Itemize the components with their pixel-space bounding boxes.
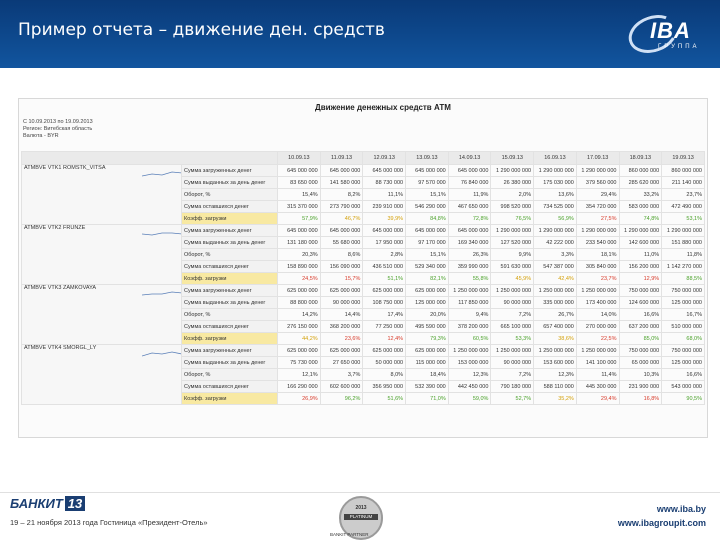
value-cell: 657 400 000 — [534, 321, 577, 333]
value-cell: 79,3% — [406, 333, 449, 345]
value-cell: 750 000 000 — [662, 345, 705, 357]
value-cell: 645 000 000 — [320, 165, 363, 177]
value-cell: 16,8% — [619, 393, 662, 405]
value-cell: 1 290 000 000 — [491, 225, 534, 237]
value-cell: 305 840 000 — [576, 261, 619, 273]
value-cell: 1 250 000 000 — [491, 285, 534, 297]
value-cell: 637 200 000 — [619, 321, 662, 333]
value-cell: 14,0% — [576, 309, 619, 321]
metric-label: Сумма выданных за день денег — [182, 237, 278, 249]
value-cell: 645 000 000 — [406, 165, 449, 177]
value-cell: 12,4% — [363, 333, 406, 345]
atm-cell — [22, 165, 182, 225]
value-cell: 750 000 000 — [619, 345, 662, 357]
value-cell: 1 290 000 000 — [576, 225, 619, 237]
atm-name: ATMBVE VTK2 FRUNZE — [24, 225, 86, 231]
value-cell: 27,5% — [576, 213, 619, 225]
value-cell: 124 600 000 — [619, 297, 662, 309]
value-cell: 445 300 000 — [576, 381, 619, 393]
value-cell: 90,5% — [662, 393, 705, 405]
value-cell: 29,4% — [576, 393, 619, 405]
value-cell: 56,9% — [534, 213, 577, 225]
value-cell: 1 250 000 000 — [534, 285, 577, 297]
table-row — [22, 165, 705, 177]
value-cell: 125 000 000 — [662, 297, 705, 309]
atm-name: ATMBVE VTK1 ROMSTK_VITSA — [24, 165, 106, 171]
value-cell: 510 000 000 — [662, 321, 705, 333]
metric-label: Коэфф. загрузки — [182, 333, 278, 345]
value-cell: 115 000 000 — [406, 357, 449, 369]
table-row — [22, 345, 705, 357]
value-cell: 231 900 000 — [619, 381, 662, 393]
value-cell: 546 290 000 — [406, 201, 449, 213]
value-cell: 60,5% — [448, 333, 491, 345]
value-cell: 85,0% — [619, 333, 662, 345]
metric-label: Коэфф. загрузки — [182, 273, 278, 285]
report-meta — [23, 119, 93, 140]
value-cell: 591 630 000 — [491, 261, 534, 273]
value-cell: 127 520 000 — [491, 237, 534, 249]
value-cell: 645 000 000 — [320, 225, 363, 237]
value-cell: 141 100 000 — [576, 357, 619, 369]
value-cell: 50 000 000 — [363, 357, 406, 369]
value-cell: 442 450 000 — [448, 381, 491, 393]
value-cell: 8,6% — [320, 249, 363, 261]
value-cell: 625 000 000 — [320, 345, 363, 357]
date-header: 16.09.13 — [534, 152, 577, 165]
value-cell: 131 180 000 — [278, 237, 321, 249]
value-cell: 645 000 000 — [448, 165, 491, 177]
metric-label: Сумма оставшихся денег — [182, 201, 278, 213]
value-cell: 645 000 000 — [363, 165, 406, 177]
sparkline-icon — [142, 348, 182, 358]
value-cell: 750 000 000 — [662, 285, 705, 297]
header-blank — [22, 152, 278, 165]
value-cell: 1 250 000 000 — [534, 345, 577, 357]
value-cell: 169 340 000 — [448, 237, 491, 249]
table-row — [22, 225, 705, 237]
atm-name: ATMBVE VTK4 SMORGL_LY — [24, 345, 97, 351]
value-cell: 18,4% — [406, 369, 449, 381]
value-cell: 141 580 000 — [320, 177, 363, 189]
value-cell: 1 290 000 000 — [491, 165, 534, 177]
sparkline-icon — [142, 288, 182, 298]
value-cell: 1 142 270 000 — [662, 261, 705, 273]
metric-label: Оборот, % — [182, 249, 278, 261]
value-cell: 532 390 000 — [406, 381, 449, 393]
value-cell: 211 140 000 — [662, 177, 705, 189]
value-cell: 117 850 000 — [448, 297, 491, 309]
value-cell: 72,8% — [448, 213, 491, 225]
value-cell: 156 090 000 — [320, 261, 363, 273]
value-cell: 18,1% — [576, 249, 619, 261]
value-cell: 42 222 000 — [534, 237, 577, 249]
metric-label: Сумма загруженных денег — [182, 165, 278, 177]
value-cell: 88 800 000 — [278, 297, 321, 309]
value-cell: 1 290 000 000 — [619, 225, 662, 237]
atm-name: ATMBVE VTK3 ZAMKOVAYA — [24, 285, 97, 291]
report-meta-line: Валюта - BYR — [23, 133, 59, 139]
value-cell: 625 000 000 — [278, 285, 321, 297]
value-cell: 15,4% — [278, 189, 321, 201]
bankit-year: 13 — [65, 496, 85, 511]
value-cell: 23,6% — [320, 333, 363, 345]
value-cell: 273 790 000 — [320, 201, 363, 213]
value-cell: 583 000 000 — [619, 201, 662, 213]
metric-label: Коэфф. загрузки — [182, 213, 278, 225]
value-cell: 436 510 000 — [363, 261, 406, 273]
value-cell: 270 000 000 — [576, 321, 619, 333]
atm-cell — [22, 345, 182, 405]
slide-header — [0, 0, 720, 68]
value-cell: 108 750 000 — [363, 297, 406, 309]
value-cell: 45,9% — [491, 273, 534, 285]
value-cell: 645 000 000 — [278, 225, 321, 237]
report-meta-line: С 10.09.2013 по 19.09.2013 — [23, 119, 93, 125]
value-cell: 645 000 000 — [406, 225, 449, 237]
value-cell: 588 110 000 — [534, 381, 577, 393]
value-cell: 625 000 000 — [320, 285, 363, 297]
sparkline-icon — [142, 228, 182, 238]
badge-caption: BANKIT PARTNER — [330, 532, 369, 537]
value-cell: 29,4% — [576, 189, 619, 201]
value-cell: 602 600 000 — [320, 381, 363, 393]
value-cell: 26 380 000 — [491, 177, 534, 189]
value-cell: 2,0% — [491, 189, 534, 201]
value-cell: 354 720 000 — [576, 201, 619, 213]
value-cell: 38,6% — [534, 333, 577, 345]
value-cell: 11,0% — [619, 249, 662, 261]
value-cell: 173 400 000 — [576, 297, 619, 309]
date-header: 19.09.13 — [662, 152, 705, 165]
metric-label: Оборот, % — [182, 189, 278, 201]
value-cell: 46,7% — [320, 213, 363, 225]
report-meta-line: Регион: Витебская область — [23, 126, 93, 132]
value-cell: 335 000 000 — [534, 297, 577, 309]
value-cell: 97 170 000 — [406, 237, 449, 249]
date-header: 14.09.13 — [448, 152, 491, 165]
value-cell: 472 490 000 — [662, 201, 705, 213]
metric-label: Сумма выданных за день денег — [182, 177, 278, 189]
link-ibagroupit[interactable]: www.ibagroupit.com — [617, 518, 706, 528]
value-cell: 3,3% — [534, 249, 577, 261]
value-cell: 17,4% — [363, 309, 406, 321]
metric-label: Сумма выданных за день денег — [182, 357, 278, 369]
value-cell: 1 290 000 000 — [534, 225, 577, 237]
value-cell: 625 000 000 — [363, 285, 406, 297]
value-cell: 276 150 000 — [278, 321, 321, 333]
value-cell: 142 600 000 — [619, 237, 662, 249]
value-cell: 55 680 000 — [320, 237, 363, 249]
atm-cell — [22, 285, 182, 345]
value-cell: 125 000 000 — [662, 357, 705, 369]
metric-label: Сумма оставшихся денег — [182, 321, 278, 333]
value-cell: 645 000 000 — [448, 225, 491, 237]
value-cell: 11,8% — [662, 249, 705, 261]
value-cell: 8,2% — [320, 189, 363, 201]
value-cell: 153 600 000 — [534, 357, 577, 369]
date-header: 17.09.13 — [576, 152, 619, 165]
value-cell: 23,7% — [576, 273, 619, 285]
value-cell: 529 340 000 — [406, 261, 449, 273]
value-cell: 495 590 000 — [406, 321, 449, 333]
value-cell: 543 000 000 — [662, 381, 705, 393]
value-cell: 14,4% — [320, 309, 363, 321]
value-cell: 76 840 000 — [448, 177, 491, 189]
value-cell: 9,4% — [448, 309, 491, 321]
value-cell: 645 000 000 — [363, 225, 406, 237]
value-cell: 20,0% — [406, 309, 449, 321]
date-header: 11.09.13 — [320, 152, 363, 165]
value-cell: 368 200 000 — [320, 321, 363, 333]
value-cell: 90 000 000 — [491, 357, 534, 369]
value-cell: 51,6% — [363, 393, 406, 405]
value-cell: 1 250 000 000 — [576, 285, 619, 297]
report-panel — [18, 98, 708, 438]
value-cell: 71,0% — [406, 393, 449, 405]
value-cell: 65 000 000 — [619, 357, 662, 369]
value-cell: 175 030 000 — [534, 177, 577, 189]
value-cell: 645 000 000 — [278, 165, 321, 177]
badge-year: 2013 — [355, 505, 367, 511]
value-cell: 59,0% — [448, 393, 491, 405]
value-cell: 55,8% — [448, 273, 491, 285]
value-cell: 153 000 000 — [448, 357, 491, 369]
value-cell: 42,4% — [534, 273, 577, 285]
metric-label: Сумма загруженных денег — [182, 285, 278, 297]
value-cell: 467 650 000 — [448, 201, 491, 213]
value-cell: 1 250 000 000 — [448, 345, 491, 357]
value-cell: 20,3% — [278, 249, 321, 261]
value-cell: 359 990 000 — [448, 261, 491, 273]
badge-level: PLATINUM — [344, 514, 378, 520]
value-cell: 76,5% — [491, 213, 534, 225]
value-cell: 53,3% — [491, 333, 534, 345]
logo-brand: IBA — [650, 18, 691, 43]
value-cell: 39,9% — [363, 213, 406, 225]
value-cell: 52,7% — [491, 393, 534, 405]
metric-label: Сумма оставшихся денег — [182, 381, 278, 393]
value-cell: 750 000 000 — [619, 285, 662, 297]
value-cell: 17 950 000 — [363, 237, 406, 249]
metric-label: Оборот, % — [182, 369, 278, 381]
value-cell: 625 000 000 — [363, 345, 406, 357]
bankit-brand: БАНКИТ — [10, 496, 63, 511]
value-cell: 16,6% — [662, 369, 705, 381]
value-cell: 156 200 000 — [619, 261, 662, 273]
sparkline-icon — [142, 168, 182, 178]
value-cell: 7,2% — [491, 309, 534, 321]
value-cell: 12,1% — [278, 369, 321, 381]
value-cell: 51,1% — [363, 273, 406, 285]
value-cell: 22,5% — [576, 333, 619, 345]
value-cell: 285 620 000 — [619, 177, 662, 189]
slide-title: Пример отчета – движение ден. средств — [18, 20, 385, 40]
value-cell: 1 250 000 000 — [491, 345, 534, 357]
value-cell: 90 000 000 — [320, 297, 363, 309]
value-cell: 24,5% — [278, 273, 321, 285]
value-cell: 860 000 000 — [662, 165, 705, 177]
metric-label: Оборот, % — [182, 309, 278, 321]
metric-label: Сумма выданных за день денег — [182, 297, 278, 309]
value-cell: 356 950 000 — [363, 381, 406, 393]
bankit-logo — [10, 496, 85, 511]
value-cell: 11,4% — [576, 369, 619, 381]
report-table — [21, 151, 705, 405]
value-cell: 547 387 000 — [534, 261, 577, 273]
iba-logo — [628, 8, 704, 64]
value-cell: 998 520 000 — [491, 201, 534, 213]
logo-sub: ГРУППА — [658, 44, 700, 50]
value-cell: 9,9% — [491, 249, 534, 261]
header-row — [22, 152, 705, 165]
value-cell: 15,1% — [406, 249, 449, 261]
link-iba[interactable]: www.iba.by — [656, 504, 706, 514]
value-cell: 8,0% — [363, 369, 406, 381]
value-cell: 96,2% — [320, 393, 363, 405]
metric-label: Коэфф. загрузки — [182, 393, 278, 405]
value-cell: 1 290 000 000 — [534, 165, 577, 177]
value-cell: 1 250 000 000 — [576, 345, 619, 357]
value-cell: 16,6% — [619, 309, 662, 321]
value-cell: 26,9% — [278, 393, 321, 405]
value-cell: 315 370 000 — [278, 201, 321, 213]
metric-label: Сумма загруженных денег — [182, 345, 278, 357]
value-cell: 68,0% — [662, 333, 705, 345]
value-cell: 166 290 000 — [278, 381, 321, 393]
value-cell: 26,7% — [534, 309, 577, 321]
value-cell: 90 000 000 — [491, 297, 534, 309]
value-cell: 1 290 000 000 — [662, 225, 705, 237]
value-cell: 734 525 000 — [534, 201, 577, 213]
value-cell: 15,7% — [320, 273, 363, 285]
value-cell: 158 890 000 — [278, 261, 321, 273]
metric-label: Сумма оставшихся денег — [182, 261, 278, 273]
value-cell: 84,8% — [406, 213, 449, 225]
value-cell: 16,7% — [662, 309, 705, 321]
value-cell: 53,1% — [662, 213, 705, 225]
value-cell: 35,2% — [534, 393, 577, 405]
value-cell: 860 000 000 — [619, 165, 662, 177]
value-cell: 12,3% — [534, 369, 577, 381]
value-cell: 125 000 000 — [406, 297, 449, 309]
value-cell: 3,7% — [320, 369, 363, 381]
value-cell: 790 180 000 — [491, 381, 534, 393]
value-cell: 11,9% — [448, 189, 491, 201]
value-cell: 57,9% — [278, 213, 321, 225]
value-cell: 625 000 000 — [278, 345, 321, 357]
value-cell: 378 200 000 — [448, 321, 491, 333]
value-cell: 33,2% — [619, 189, 662, 201]
value-cell: 233 540 000 — [576, 237, 619, 249]
date-header: 18.09.13 — [619, 152, 662, 165]
value-cell: 82,1% — [406, 273, 449, 285]
date-header: 12.09.13 — [363, 152, 406, 165]
date-header: 13.09.13 — [406, 152, 449, 165]
report-title: Движение денежных средств АТМ — [315, 103, 451, 112]
value-cell: 75 730 000 — [278, 357, 321, 369]
table-row — [22, 285, 705, 297]
value-cell: 10,3% — [619, 369, 662, 381]
value-cell: 26,3% — [448, 249, 491, 261]
value-cell: 27 650 000 — [320, 357, 363, 369]
value-cell: 23,7% — [662, 189, 705, 201]
value-cell: 7,2% — [491, 369, 534, 381]
value-cell: 625 000 000 — [406, 345, 449, 357]
value-cell: 12,9% — [619, 273, 662, 285]
value-cell: 44,2% — [278, 333, 321, 345]
value-cell: 74,8% — [619, 213, 662, 225]
value-cell: 2,8% — [363, 249, 406, 261]
value-cell: 83 650 000 — [278, 177, 321, 189]
value-cell: 625 000 000 — [406, 285, 449, 297]
value-cell: 15,1% — [406, 189, 449, 201]
value-cell: 1 250 000 000 — [448, 285, 491, 297]
value-cell: 13,6% — [534, 189, 577, 201]
value-cell: 14,2% — [278, 309, 321, 321]
date-header: 15.09.13 — [491, 152, 534, 165]
value-cell: 1 290 000 000 — [576, 165, 619, 177]
metric-label: Сумма загруженных денег — [182, 225, 278, 237]
date-header: 10.09.13 — [278, 152, 321, 165]
value-cell: 12,3% — [448, 369, 491, 381]
atm-cell — [22, 225, 182, 285]
value-cell: 151 880 000 — [662, 237, 705, 249]
value-cell: 97 570 000 — [406, 177, 449, 189]
value-cell: 11,1% — [363, 189, 406, 201]
event-date: 19 – 21 ноября 2013 года Гостиница «Президент-Отель» — [10, 518, 208, 527]
value-cell: 239 910 000 — [363, 201, 406, 213]
value-cell: 88,5% — [662, 273, 705, 285]
value-cell: 379 560 000 — [576, 177, 619, 189]
value-cell: 88 730 000 — [363, 177, 406, 189]
value-cell: 665 100 000 — [491, 321, 534, 333]
value-cell: 77 250 000 — [363, 321, 406, 333]
